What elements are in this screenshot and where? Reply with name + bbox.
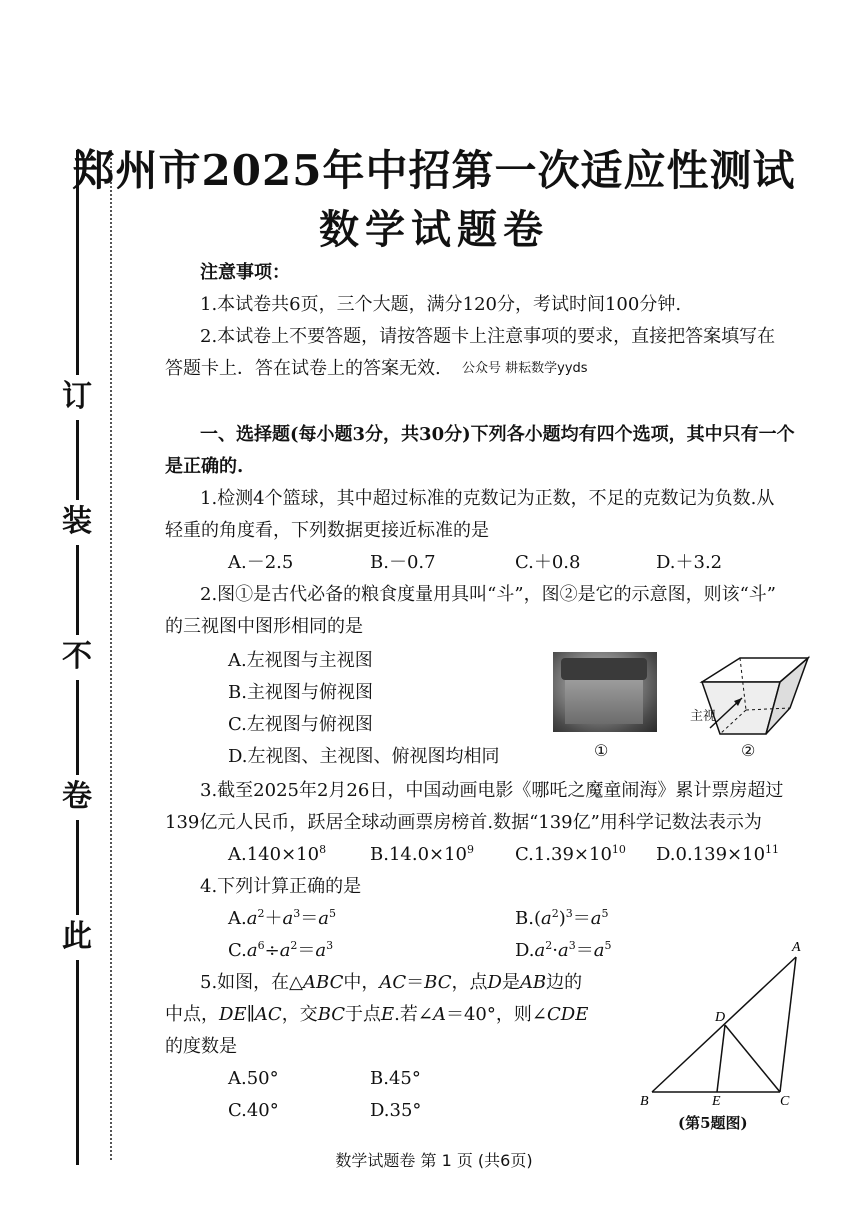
- question-1-option-a: A.－2.5: [228, 552, 294, 573]
- point-label-d: D: [715, 1010, 726, 1025]
- question-1-option-c: C.＋0.8: [515, 552, 581, 573]
- binding-char-bu: 不: [62, 639, 92, 674]
- view-direction-label: 主视: [690, 709, 717, 724]
- question-1-text-b: 轻重的角度看，下列数据更接近标准的是: [165, 520, 489, 541]
- dou-photo-face: [565, 680, 643, 724]
- question-4-text: 4.下列计算正确的是: [200, 876, 362, 897]
- question-5-option-c: C.40°: [228, 1100, 279, 1121]
- option-exponent: 10: [611, 843, 626, 856]
- question-3-option-c: [515, 842, 626, 868]
- question-3-option-b: [370, 842, 474, 868]
- binding-char-juan: 卷: [62, 779, 92, 814]
- option-exponent: 11: [765, 843, 780, 856]
- dou-photo: [553, 652, 657, 732]
- question-5-option-d: D.35°: [370, 1100, 422, 1121]
- point-label-e: E: [712, 1094, 721, 1105]
- question-1-text-a: 1.检测4个篮球，其中超过标准的克数记为正数，不足的克数记为负数.从: [200, 488, 775, 509]
- question-5-text-b: 中点，DE∥AC，交BC于点E.若∠A＝40°，则∠CDE: [165, 1004, 589, 1025]
- binding-char-ding: 订: [62, 379, 92, 414]
- question-2-text-a: 2.图①是古代必备的粮食度量用具叫“斗”，图②是它的示意图，则该“斗”: [200, 584, 776, 605]
- question-4-option-d: $D.a^2\cdot a^3=a^5$: [515, 939, 612, 961]
- binding-line-segment: [76, 820, 79, 915]
- point-label-b: B: [640, 1094, 649, 1105]
- binding-line-segment: [76, 680, 79, 775]
- option-base: A.140×10: [228, 844, 320, 865]
- option-base: C.1.39×10: [515, 844, 612, 865]
- question-5-text-c: 的度数是: [165, 1036, 237, 1057]
- point-label-a: A: [792, 940, 801, 955]
- section-heading-b: 是正确的.: [165, 456, 244, 477]
- option-base: D.0.139×10: [656, 844, 766, 865]
- page-footer: 数学试题卷 第 1 页 (共6页): [335, 1151, 533, 1170]
- question-1-option-d: D.＋3.2: [656, 552, 723, 573]
- binding-line-segment: [76, 960, 79, 1165]
- dou-photo-rim: [561, 658, 647, 680]
- binding-line-segment: [76, 545, 79, 635]
- question-2-option-c: C.左视图与俯视图: [228, 714, 373, 735]
- question-5-text-a: 5.如图，在△ABC中，AC＝BC，点D是AB边的: [200, 972, 583, 993]
- question-2-option-b: B.主视图与俯视图: [228, 682, 373, 703]
- question-2-option-a: A.左视图与主视图: [228, 650, 373, 671]
- question-2-option-d: D.左视图、主视图、俯视图均相同: [228, 746, 500, 767]
- section-heading-a: 一、选择题(每小题3分，共30分)下列各小题均有四个选项，其中只有一个: [200, 424, 795, 445]
- triangle-figure: [630, 935, 820, 1105]
- notice-heading: 注意事项：: [200, 262, 290, 283]
- binding-dotted-line: [110, 150, 112, 1160]
- option-exponent: 9: [467, 843, 475, 856]
- binding-char-zhuang: 装: [62, 504, 92, 539]
- figure-label-2: ②: [741, 741, 756, 760]
- figure-label-1: ①: [594, 741, 609, 760]
- exam-title: 郑州市2025年中招第一次适应性测试: [72, 146, 796, 195]
- question-4-option-c: $C.a^6\div a^2=a^3$: [228, 939, 334, 961]
- notice-item-2a: 2.本试卷上不要答题，请按答题卡上注意事项的要求，直接把答案填写在: [200, 326, 776, 347]
- question-4-option-a: $A.a^2+a^3=a^5$: [228, 907, 336, 929]
- question-3-option-a: [228, 842, 326, 868]
- question-5-option-a: A.50°: [228, 1068, 279, 1089]
- binding-line-segment: [76, 420, 79, 500]
- watermark-text: 公众号 耕耘数学yyds: [462, 361, 588, 376]
- question-3-text-a: 3.截至2025年2月26日，中国动画电影《哪吒之魔童闹海》累计票房超过: [200, 780, 784, 801]
- option-base: B.14.0×10: [370, 844, 468, 865]
- question-5-figure-caption: (第5题图): [678, 1114, 748, 1132]
- question-3-option-d: [656, 842, 779, 868]
- question-5-option-b: B.45°: [370, 1068, 421, 1089]
- notice-item-1: 1.本试卷共6页，三个大题，满分120分，考试时间100分钟.: [200, 294, 682, 315]
- question-1-option-b: B.－0.7: [370, 552, 436, 573]
- question-2-text-b: 的三视图中图形相同的是: [165, 616, 363, 637]
- question-3-text-b: 139亿元人民币，跃居全球动画票房榜首.数据“139亿”用科学记数法表示为: [165, 812, 762, 833]
- binding-char-ci: 此: [62, 919, 92, 954]
- exam-subtitle: 数学试题卷: [319, 206, 549, 253]
- question-4-option-b: $B.(a^2)^3=a^5$: [515, 907, 609, 929]
- notice-item-2b: 答题卡上．答在试卷上的答案无效.: [165, 358, 441, 379]
- option-exponent: 8: [319, 843, 327, 856]
- point-label-c: C: [780, 1094, 790, 1105]
